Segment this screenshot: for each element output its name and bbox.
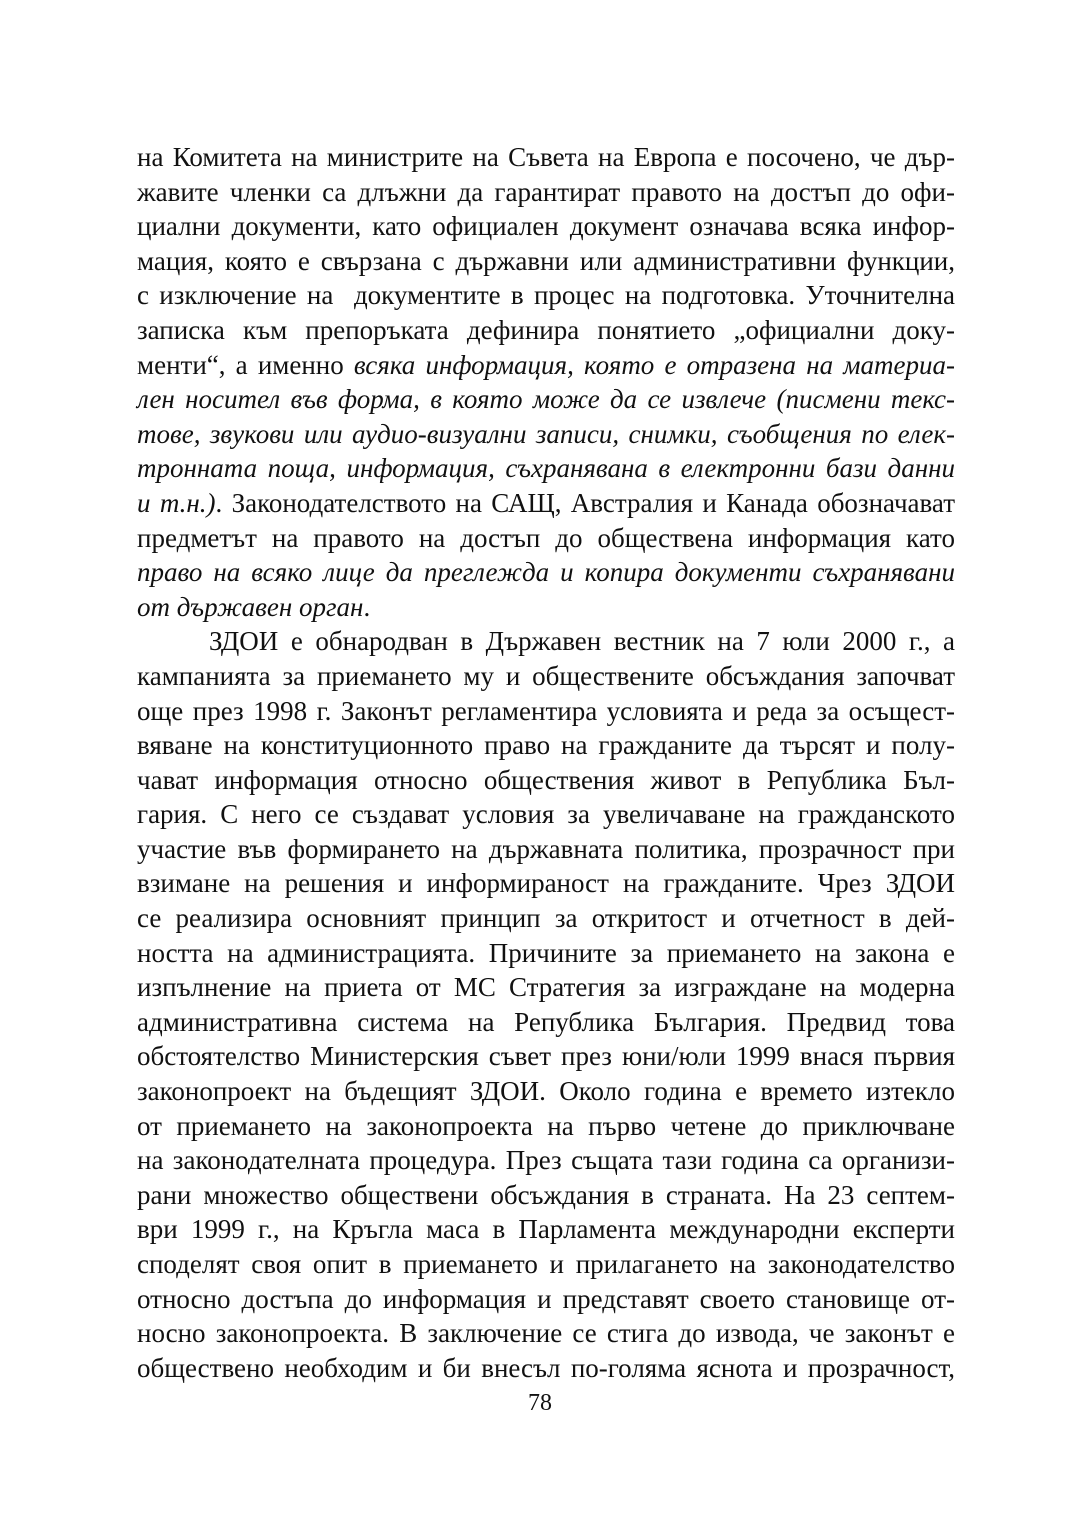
- italic-text-segment: тове, звукови или аудио-визуални записи, снимки, съобщения по елек-: [137, 418, 955, 449]
- text-segment: . Законодателството на САЩ, Австралия и Канада обозначават: [215, 487, 955, 518]
- text-segment: още през 1998 г. Законът регламентира условията и реда за осъщест-: [137, 695, 955, 726]
- text-line: [137, 1005, 955, 1040]
- text-line: [137, 1143, 955, 1178]
- text-segment: споделят своя опит в приемането и прилагането на законодателство: [137, 1249, 955, 1279]
- italic-text-segment: от държавен орган: [137, 591, 364, 622]
- text-segment: обществено необходим и би внесъл по-голяма яснота и прозрачност,: [137, 1352, 955, 1383]
- italic-text-segment: лен носител във форма, в която може да се извлече (писмени текс-: [137, 384, 955, 415]
- text-segment: записка към препоръката дефинира понятието „официални доку-: [137, 314, 955, 345]
- text-segment: жавите членки са длъжни да гарантират правото на достъп до офи-: [137, 176, 955, 207]
- text-segment: взимане на решения и информираност на гражданите. Чрез ЗДОИ: [137, 868, 955, 899]
- text-segment: менти“, а именно: [137, 349, 354, 380]
- text-line: [137, 1282, 955, 1317]
- text-line: [137, 348, 955, 383]
- text-line: [137, 1212, 955, 1247]
- text-segment: участие във формирането на държавната политика, прозрачност при: [137, 833, 955, 864]
- text-line: [137, 1316, 955, 1351]
- text-segment: циални документи, като официален документ означава всяка инфор-: [137, 211, 955, 242]
- italic-text-segment: право на всяко лице да преглежда и копира документи съхранявани: [137, 557, 955, 588]
- text-segment: ври 1999 г., на Кръгла маса в Парламента международни експерти: [137, 1214, 955, 1245]
- text-segment: обстоятелство Министерския съвет през юни/юли 1999 внася първия: [137, 1041, 955, 1072]
- text-segment: на Комитета на министрите на Съвета на Европа е посочено, че дър-: [137, 142, 955, 172]
- text-segment: законопроект на бъдещият ЗДОИ. Около година е времето изтекло: [137, 1076, 955, 1107]
- text-line: [137, 936, 955, 971]
- text-segment: ЗДОИ е обнародван в Държавен вестник на 7 юли 2000 г., а: [209, 626, 955, 657]
- text-line: [137, 417, 955, 452]
- text-segment: ността на администрацията. Причините за приемането на закона е: [137, 937, 955, 968]
- text-line: [137, 1039, 955, 1074]
- text-line: [137, 451, 955, 486]
- italic-text-segment: и т.н.): [137, 487, 216, 518]
- text-segment: рани множество обществени обсъждания в страната. На 23 септем-: [137, 1179, 955, 1210]
- text-line: [137, 901, 955, 936]
- text-line: [137, 1351, 955, 1386]
- text-line: [137, 382, 955, 417]
- text-line: [137, 1247, 955, 1282]
- text-segment: чават информация относно обществения живот в Република Бъл-: [137, 764, 955, 795]
- text-segment: кампанията за приемането му и обществените обсъждания започват: [137, 660, 955, 691]
- text-segment: се реализира основният принцип за откритост и отчетност в дей-: [137, 903, 955, 934]
- text-segment: относно достъпа до информация и представят своето становище от-: [137, 1283, 955, 1314]
- text-line: [137, 970, 955, 1005]
- text-line: [137, 313, 955, 348]
- text-line: [137, 624, 955, 659]
- text-line: [137, 521, 955, 556]
- italic-text-segment: тронната поща, информация, съхранявана в електронни бази данни: [137, 453, 955, 484]
- text-line: [137, 728, 955, 763]
- text-line: [137, 486, 955, 521]
- text-line: [137, 555, 955, 590]
- text-segment: гария. С него се създават условия за увеличаване на гражданското: [137, 799, 955, 830]
- text-segment: изпълнение на приета от МС Стратегия за изграждане на модерна: [137, 972, 955, 1003]
- text-segment: предметът на правото на достъп до обществена информация като: [137, 522, 955, 553]
- text-line: [137, 175, 955, 210]
- text-line: [137, 694, 955, 729]
- text-line: [137, 140, 955, 175]
- body-text: [137, 140, 955, 1385]
- text-segment: носно законопроекта. В заключение се стига до извода, че законът е: [137, 1318, 955, 1349]
- text-line: [137, 1109, 955, 1144]
- text-segment: вяване на конституционното право на гражданите да търсят и полу-: [137, 730, 955, 761]
- text-segment: мация, която е свързана с държавни или административни функции,: [137, 245, 955, 276]
- text-line: [137, 590, 955, 625]
- text-line: [137, 244, 955, 279]
- text-segment: .: [363, 591, 371, 622]
- text-line: [137, 1178, 955, 1213]
- text-line: [137, 866, 955, 901]
- text-line: [137, 659, 955, 694]
- page-number: 78: [528, 1390, 552, 1416]
- text-segment: на законодателната процедура. През същата тази година са организи-: [137, 1145, 955, 1176]
- text-segment: с изключение на документите в процес на подготовка. Уточнителна: [137, 280, 955, 311]
- text-line: [137, 763, 955, 798]
- text-line: [137, 797, 955, 832]
- text-segment: от приемането на законопроекта на първо четене до приключване: [137, 1110, 955, 1141]
- text-segment: административна система на Република България. Предвид това: [137, 1006, 955, 1037]
- italic-text-segment: всяка информация, която е отразена на материа-: [353, 349, 955, 380]
- text-line: [137, 278, 955, 313]
- text-line: [137, 832, 955, 867]
- text-line: [137, 209, 955, 244]
- text-line: [137, 1074, 955, 1109]
